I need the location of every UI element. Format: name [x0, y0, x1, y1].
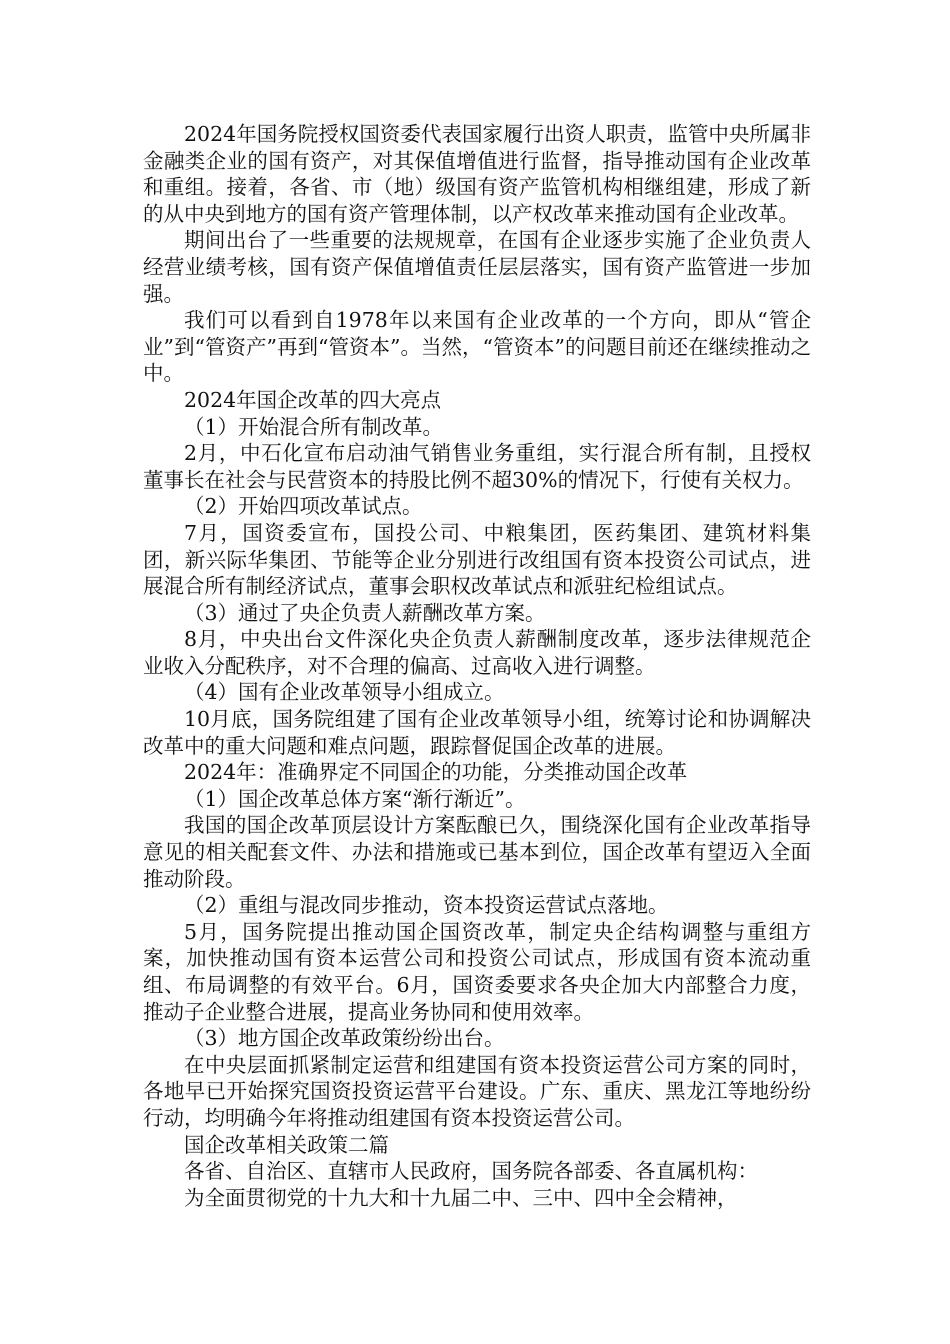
section-heading: 国企改革相关政策二篇 — [184, 1132, 389, 1157]
subheading: （1）开始混合所有制改革。 — [184, 414, 444, 439]
section-heading: 2024年：准确界定不同国企的功能，分类推动国企改革 — [184, 760, 688, 785]
paragraph: 我们可以看到自1978年以来国有企业改革的一个方向，即从“管企业”到“管资产”再到“管资本”。当然，“管资本”的问题目前还在继续推动之中。 — [143, 308, 811, 386]
document-body — [143, 121, 811, 1211]
subheading: （2）开始四项改革试点。 — [184, 494, 423, 519]
paragraph: 7月，国资委宣布，国投公司、中粮集团，医药集团、建筑材料集团，新兴际华集团、节能等企业分别进行改组国有资本投资公司试点，进展混合所有制经济试点，董事会职权改革试点和派驻纪检组试点。 — [143, 520, 811, 599]
paragraph: 为全面贯彻党的十九大和十九届二中、三中、四中全会精神， — [184, 1185, 738, 1210]
subheading: （3）通过了央企负责人薪酬改革方案。 — [184, 600, 546, 625]
subheading: （4）国有企业改革领导小组成立。 — [184, 680, 505, 705]
subheading: （1）国企改革总体方案“渐行渐近”。 — [184, 786, 526, 811]
paragraph: 10月底，国务院组建了国有企业改革领导小组，统筹讨论和协调解决改革中的重大问题和难点问题，跟踪督促国企改革的进展。 — [143, 707, 811, 758]
paragraph: 期间出台了一些重要的法规规章，在国有企业逐步实施了企业负责人经营业绩考核，国有资产保值增值责任层层落实，国有资产监管进一步加强。 — [143, 228, 811, 306]
paragraph: 5月，国务院提出推动国企国资改革，制定央企结构调整与重组方案，加快推动国有资本运营公司和投资公司试点，形成国有资本流动重组、布局调整的有效平台。6月，国资委要求各央企加大内部整合力度，推动子企业整合进展，提高业务协同和使用效率。 — [143, 919, 811, 1024]
paragraph: 2月，中石化宣布启动油气销售业务重组，实行混合所有制，且授权董事长在社会与民营资本的持股比例不超30%的情况下，行使有关权力。 — [143, 441, 811, 492]
section-heading: 2024年国企改革的四大亮点 — [184, 387, 442, 412]
paragraph: 各省、自治区、直辖市人民政府，国务院各部委、各直属机构： — [184, 1159, 758, 1184]
paragraph: 在中央层面抓紧制定运营和组建国有资本投资运营公司方案的同时，各地早已开始探究国资投资运营平台建设。广东、重庆、黑龙江等地纷纷行动，均明确今年将推动组建国有资本投资运营公司。 — [143, 1052, 811, 1130]
subheading: （2）重组与混改同步推动，资本投资运营试点落地。 — [184, 893, 669, 918]
paragraph: 2024年国务院授权国资委代表国家履行出资人职责，监管中央所属非金融类企业的国有资产，对其保值增值进行监督，指导推动国有企业改革和重组。接着，各省、市（地）级国有资产监管机构相继组建，形成了新的从中央到地方的国有资产管理体制，以产权改革来推动国有企业改革。 — [143, 122, 811, 226]
subheading: （3）地方国企改革政策纷纷出台。 — [184, 1026, 505, 1051]
paragraph: 我国的国企改革顶层设计方案酝酿已久，围绕深化国有企业改革指导意见的相关配套文件、办法和措施或已基本到位，国企改革有望迈入全面推动阶段。 — [143, 813, 811, 891]
paragraph: 8月，中央出台文件深化央企负责人薪酬制度改革，逐步法律规范企业收入分配秩序，对不合理的偏高、过高收入进行调整。 — [143, 627, 811, 678]
